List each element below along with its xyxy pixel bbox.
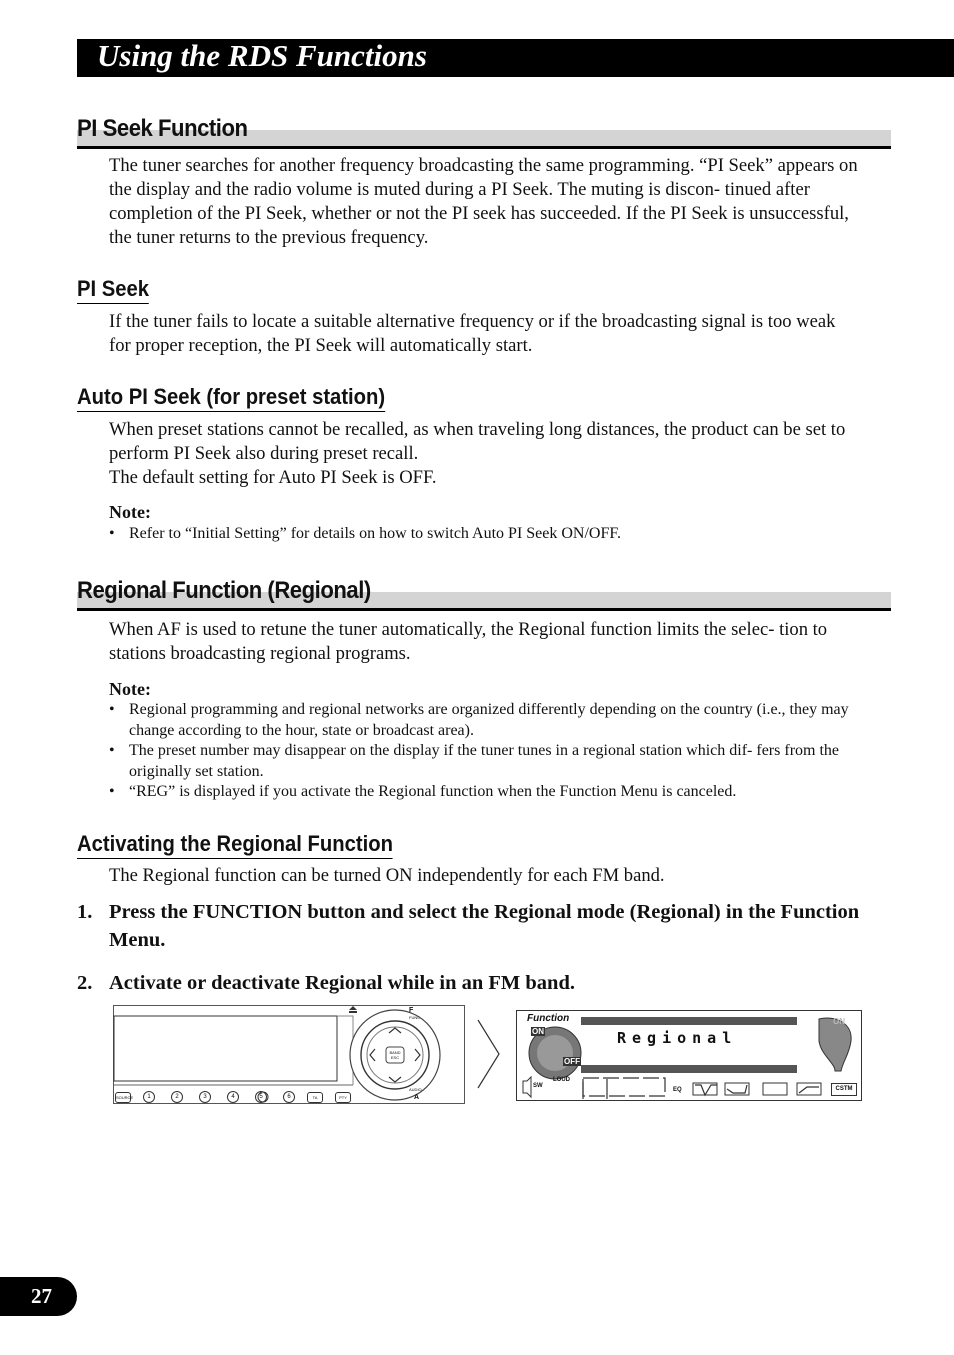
paragraph-line: When preset stations cannot be recalled, as when traveling long distances, the product can be set to perform PI Seek also during preset recall. xyxy=(109,419,846,464)
step-text: Press the FUNCTION button and select the Regional mode (Regional) in the Function Menu. xyxy=(109,901,860,951)
audio-label: AUDIO xyxy=(409,1087,422,1092)
step-1 xyxy=(77,898,877,954)
paragraph-auto-pi-seek xyxy=(109,418,859,490)
note-item: • Refer to “Initial Setting” for details on how to switch Auto PI Seek ON/OFF. xyxy=(109,524,849,545)
page-number-tab xyxy=(0,1277,77,1316)
step-text: Activate or deactivate Regional while in an FM band. xyxy=(109,972,575,994)
step-number: 1. xyxy=(77,901,93,923)
section-heading-regional-function xyxy=(77,578,891,611)
page-number: 27 xyxy=(31,1284,52,1308)
lcd-drawing xyxy=(517,1011,861,1100)
function-label: Function xyxy=(527,1013,570,1024)
preset-6-button[interactable]: 6 xyxy=(283,1091,295,1103)
note-item: • Regional programming and regional networks are organized differently depending on the country (i.e., they may change according to the hour, state or broadcast area). xyxy=(109,700,849,741)
paragraph-line: The default setting for Auto PI Seek is OFF. xyxy=(109,467,437,488)
paragraph-regional-function: When AF is used to retune the tuner automatically, the Regional function limits the selec- tion to stations broadcasting regional programs. xyxy=(109,619,828,664)
section-heading-pi-seek-function xyxy=(77,116,891,149)
func-label: F xyxy=(409,1007,414,1014)
preset-3-button[interactable]: 3 xyxy=(199,1091,211,1103)
subheading-pi-seek: PI Seek xyxy=(77,277,149,304)
source-button[interactable]: SOURCE xyxy=(115,1092,131,1103)
eq-label: EQ xyxy=(673,1087,682,1093)
paragraph-pi-seek-function: The tuner searches for another frequency broadcasting the same programming. “PI Seek” appears on the display and the radio volume is muted during a PI Seek. The muting is discon- tinued after completion of the PI Seek, whether or not the PI seek has succeeded. If the PI Seek is unsuccessful, the tuner returns to the previous frequency. xyxy=(109,155,858,248)
lcd-mode-text: Regional xyxy=(617,1029,738,1047)
step-2 xyxy=(77,969,877,997)
preset-button-row xyxy=(115,1091,355,1103)
chapter-header-bar xyxy=(77,39,954,77)
note-item: • “REG” is displayed if you activate the Regional function when the Function Menu is canceled. xyxy=(109,782,849,803)
paragraph-activating: The Regional function can be turned ON independently for each FM band. xyxy=(109,865,665,886)
subheading-auto-pi-seek: Auto PI Seek (for preset station) xyxy=(77,385,385,412)
step-number: 2. xyxy=(77,972,93,994)
note-label: Note: xyxy=(109,679,151,699)
sw-label: SW xyxy=(533,1083,543,1089)
cstm-label: CSTM xyxy=(831,1083,857,1096)
ta-button[interactable]: TA xyxy=(307,1092,323,1103)
note-list-regional xyxy=(109,700,849,803)
on-indicator: ON xyxy=(532,1027,544,1036)
paragraph-pi-seek: If the tuner fails to locate a suitable alternative frequency or if the broadcasting signal is too weak for proper reception, the PI Seek will automatically start. xyxy=(109,311,836,356)
preset-2-button[interactable]: 2 xyxy=(171,1091,183,1103)
off-indicator: OFF xyxy=(564,1057,580,1066)
preset-4-button[interactable]: 4 xyxy=(227,1091,239,1103)
heading-text: Regional Function (Regional) xyxy=(77,577,371,604)
a-label: A xyxy=(414,1094,420,1101)
func-sub-label: FUNC xyxy=(409,1015,421,1020)
arrow-right-icon xyxy=(476,1018,502,1090)
lcd-display-illustration xyxy=(516,1010,862,1101)
preset-1-button[interactable]: 1 xyxy=(143,1091,155,1103)
subheading-activating-regional: Activating the Regional Function xyxy=(77,832,393,859)
preset-5-button[interactable]: 5 xyxy=(255,1091,267,1103)
note-list-auto-pi-seek xyxy=(109,524,849,545)
on-right-indicator: ON xyxy=(833,1017,845,1026)
note-item: • The preset number may disappear on the display if the tuner tunes in a regional station which dif- fers from the originally set station. xyxy=(109,741,849,782)
note-label: Note: xyxy=(109,502,151,522)
heading-text: PI Seek Function xyxy=(77,115,248,142)
band-esc-button[interactable]: BAND ESC xyxy=(389,1050,401,1060)
chapter-title: Using the RDS Functions xyxy=(97,38,427,73)
loud-label: LOUD xyxy=(553,1077,570,1083)
pty-button[interactable]: PTY xyxy=(335,1092,351,1103)
head-unit-illustration xyxy=(113,1005,465,1104)
